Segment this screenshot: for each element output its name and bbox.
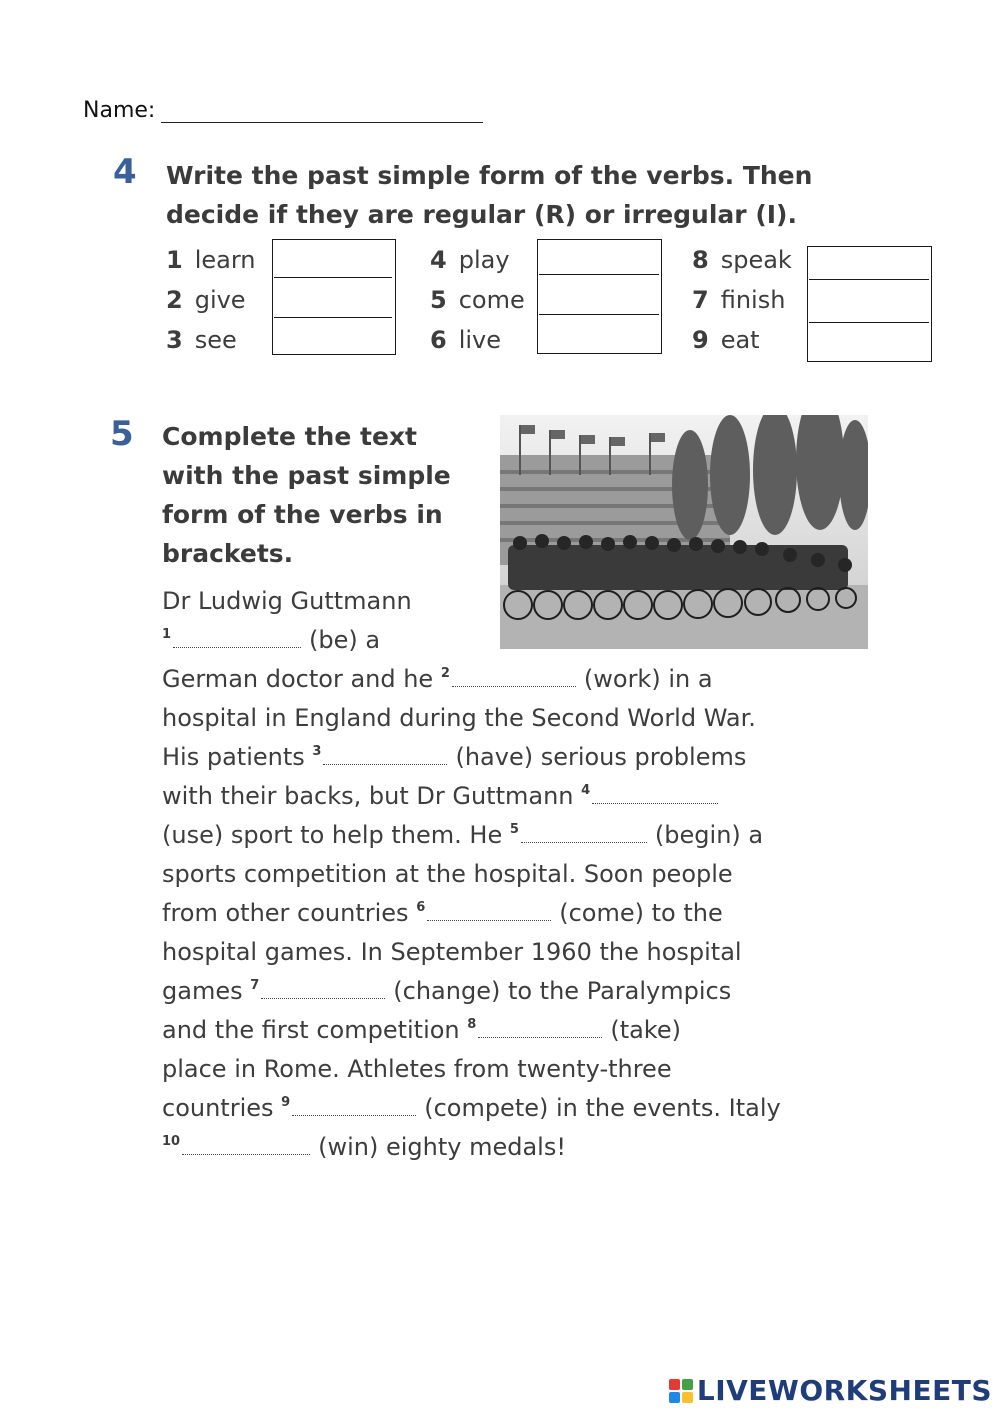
text-line xyxy=(162,938,742,966)
text-segment: (change) to the Paralympics xyxy=(393,977,732,1005)
gap-number: 8 xyxy=(467,1017,477,1032)
answer-gap-10[interactable] xyxy=(182,1152,310,1155)
verb-item xyxy=(430,326,501,354)
answer-gap-7[interactable] xyxy=(261,996,385,999)
text-segment: (work) in a xyxy=(583,665,713,693)
verb-item xyxy=(430,286,525,314)
answer-gap-3[interactable] xyxy=(323,762,447,765)
answer-gap-1[interactable] xyxy=(173,645,301,648)
answer-line xyxy=(809,279,929,280)
text-segment: (be) a xyxy=(309,626,381,654)
exercise-5-title-line: Complete the text xyxy=(162,422,417,451)
exercise-4-title-line-1: Write the past simple form of the verbs. Then xyxy=(166,161,813,190)
verb-number: 2 xyxy=(166,286,183,314)
text-segment: (begin) a xyxy=(654,821,764,849)
name-line xyxy=(161,122,483,123)
text-line xyxy=(162,1133,566,1161)
text-line xyxy=(162,665,713,693)
gap-number: 2 xyxy=(440,666,450,681)
answer-line xyxy=(274,277,392,278)
verb-word: live xyxy=(458,326,502,354)
text-line xyxy=(162,1016,681,1044)
verb-item xyxy=(166,286,246,314)
text-segment: sports competition at the hospital. Soon people xyxy=(162,860,733,888)
text-segment: (use) sport to help them. He xyxy=(162,821,503,849)
text-line xyxy=(162,860,733,888)
verb-number: 4 xyxy=(430,246,447,274)
text-segment: Dr Ludwig Guttmann xyxy=(162,587,412,615)
verb-word: finish xyxy=(720,286,786,314)
verb-item xyxy=(430,246,510,274)
gap-number: 1 xyxy=(162,627,172,642)
logo-mark-icon xyxy=(669,1379,693,1403)
verb-word: see xyxy=(194,326,237,354)
verb-item xyxy=(692,286,785,314)
verb-number: 6 xyxy=(430,326,447,354)
text-line xyxy=(162,1055,672,1083)
text-segment: hospital in England during the Second World War. xyxy=(162,704,756,732)
exercise-4-title-line-2: decide if they are regular (R) or irregular (I). xyxy=(166,200,797,229)
verb-item xyxy=(692,326,760,354)
text-segment: from other countries xyxy=(162,899,409,927)
verb-item xyxy=(166,326,237,354)
verb-number: 5 xyxy=(430,286,447,314)
answer-box-column-3[interactable] xyxy=(807,246,932,362)
verb-number: 7 xyxy=(692,286,709,314)
verb-word: come xyxy=(458,286,525,314)
answer-box-column-2[interactable] xyxy=(537,239,662,354)
text-segment: countries xyxy=(162,1094,274,1122)
text-line xyxy=(162,821,763,849)
answer-line xyxy=(809,322,929,323)
gap-number: 5 xyxy=(509,822,519,837)
verb-word: give xyxy=(194,286,246,314)
text-segment: (have) serious problems xyxy=(455,743,747,771)
answer-line xyxy=(274,317,392,318)
verb-word: learn xyxy=(194,246,256,274)
text-segment: (come) to the xyxy=(559,899,723,927)
gap-number: 6 xyxy=(416,900,426,915)
text-segment: (compete) in the events. Italy xyxy=(424,1094,781,1122)
logo-text: LIVEWORKSHEETS xyxy=(696,1374,992,1407)
text-line xyxy=(162,1094,781,1122)
text-segment: His patients xyxy=(162,743,305,771)
answer-gap-9[interactable] xyxy=(292,1113,416,1116)
text-line xyxy=(162,782,726,810)
text-segment: with their backs, but Dr Guttmann xyxy=(162,782,574,810)
text-line xyxy=(162,587,412,615)
text-segment: (take) xyxy=(610,1016,681,1044)
answer-gap-5[interactable] xyxy=(521,840,647,843)
gap-number: 4 xyxy=(581,783,591,798)
answer-gap-8[interactable] xyxy=(478,1035,602,1038)
text-line xyxy=(162,899,723,927)
answer-line xyxy=(539,274,659,275)
liveworksheets-logo xyxy=(669,1374,992,1407)
text-segment: and the first competition xyxy=(162,1016,460,1044)
text-line xyxy=(162,704,756,732)
gap-number: 7 xyxy=(250,978,260,993)
paralympics-photo-illustration xyxy=(500,415,868,649)
verb-number: 9 xyxy=(692,326,709,354)
text-segment: games xyxy=(162,977,243,1005)
exercise-5-title-line: brackets. xyxy=(162,539,294,568)
verb-number: 8 xyxy=(692,246,709,274)
answer-line xyxy=(539,314,659,315)
verb-word: eat xyxy=(720,326,760,354)
text-line xyxy=(162,977,731,1005)
text-segment: (win) eighty medals! xyxy=(318,1133,566,1161)
text-segment: hospital games. In September 1960 the hospital xyxy=(162,938,742,966)
text-line xyxy=(162,626,380,654)
answer-gap-6[interactable] xyxy=(427,918,551,921)
verb-item xyxy=(692,246,792,274)
verb-word: play xyxy=(458,246,510,274)
answer-gap-4[interactable] xyxy=(592,801,718,804)
answer-box-column-1[interactable] xyxy=(272,239,396,355)
gap-number: 10 xyxy=(162,1134,181,1149)
answer-gap-2[interactable] xyxy=(452,684,576,687)
paralympics-photo xyxy=(500,415,868,649)
name-label: Name: xyxy=(83,98,156,123)
gap-number: 3 xyxy=(312,744,322,759)
text-segment: German doctor and he xyxy=(162,665,434,693)
gap-number: 9 xyxy=(281,1095,291,1110)
verb-word: speak xyxy=(720,246,792,274)
exercise-5-title-line: with the past simple xyxy=(162,461,451,490)
text-line xyxy=(162,743,746,771)
exercise-5-title-line: form of the verbs in xyxy=(162,500,443,529)
text-segment: place in Rome. Athletes from twenty-three xyxy=(162,1055,672,1083)
verb-number: 3 xyxy=(166,326,183,354)
exercise-4-number: 4 xyxy=(113,152,137,192)
verb-number: 1 xyxy=(166,246,183,274)
exercise-5-number: 5 xyxy=(110,414,134,454)
verb-item xyxy=(166,246,256,274)
